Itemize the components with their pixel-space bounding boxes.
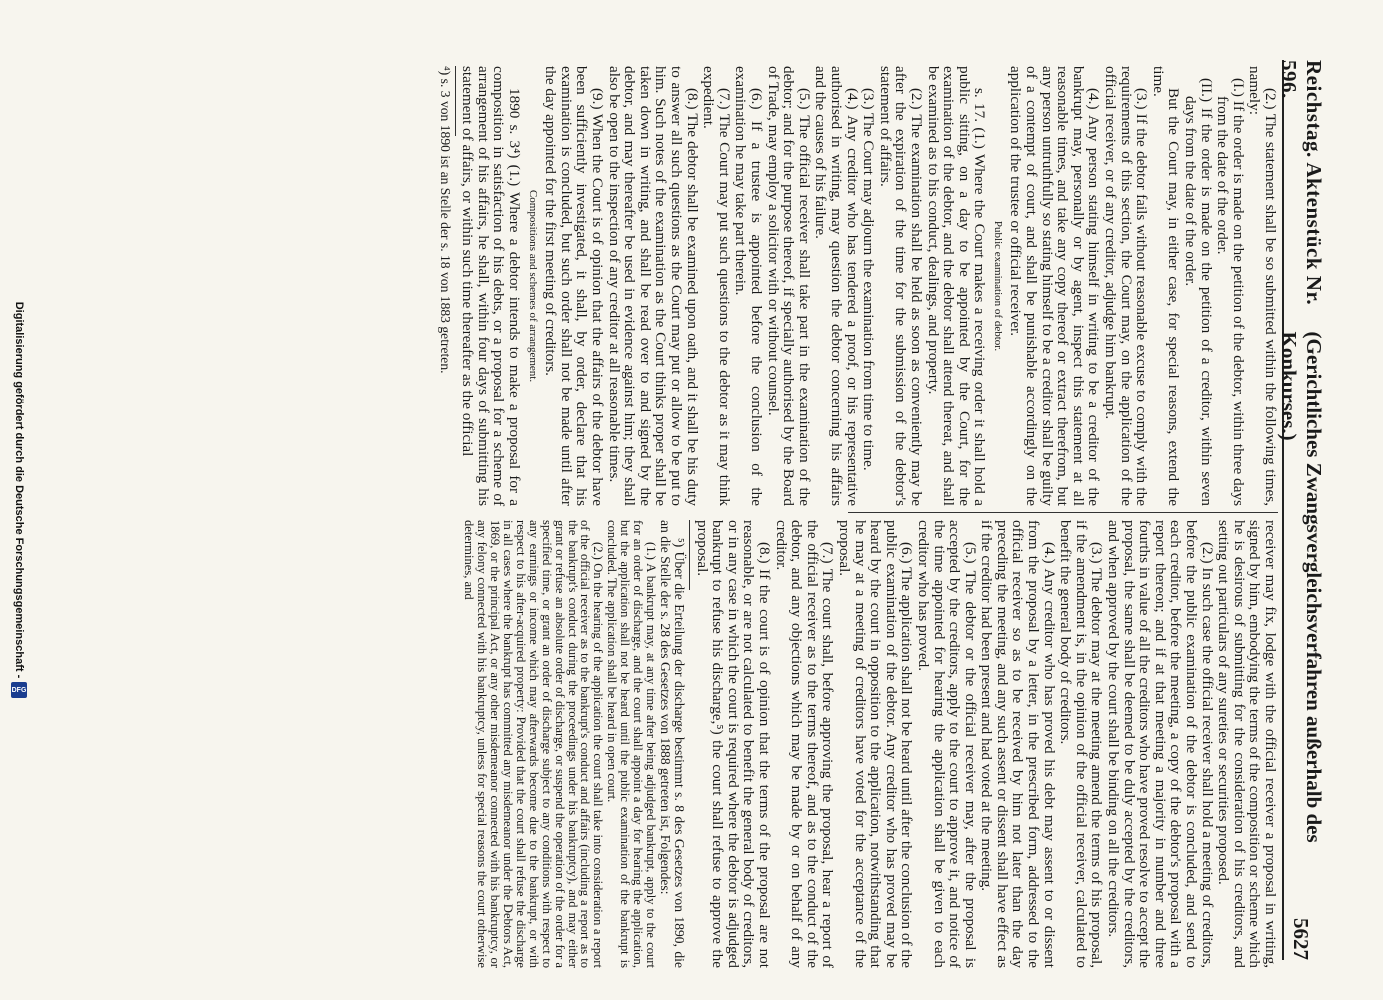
left-column [437,66,1278,506]
paragraph: (2.) In such case the official receiver shall hold a meeting of creditors, before the public examination of the debtor is concluded, and send to each creditor, before the meeting, a copy of the debtor's proposal with a report thereon; and if at that meeting a majority in number and three fourths in value of all the creditors who have proved resolve to accept the proposal, the same shall be deemed to be duly accepted by the creditors, and when approved by the court shall be binding on all the creditors. [1105,520,1216,968]
dfg-logo-icon: DFG [11,682,27,698]
paragraph: (I.) If the order is made on the petition of the debtor, within three days from the date of the order. [1214,78,1247,506]
column-divider [848,512,1278,513]
paragraph: (4.) Any creditor who has tendered a proof, or his representative authorised in writing, may question the debtor concerning his affairs and the causes of his failure. [812,66,861,506]
footer-text: Digitalisierung gefördert durch die Deutsche Forschungsgemeinschaft - [13,301,25,679]
footnote-paragraph: (1.) A bankrupt may, at any time after being adjudged bankrupt, apply to the court for an order of discharge, and the court shall appoint a day for hearing the application, but the application shall not be heard until the public examination of the bankrupt is concluded. The application shall be heard in open court. [605,520,659,968]
header-center: (Gerichtliches Zwangsvergleichsverfahren außerhalb des Konkurses.) [1277,331,1326,843]
paragraph: (6.) The application shall not be heard until after the conclusion of the public examination of the debtor. Any creditor who has proved may be heard by the court in opposition to the application, notwithstanding that he may at a meeting of creditors have voted for the acceptance of the proposal. [835,520,916,968]
section-caption: Compositions and schemes of arrangement. [526,189,539,383]
footnote: ⁴) s. 3 von 1890 ist an Stelle der s. 18 von 1883 getreten. [437,66,453,374]
paragraph: (4.) Any creditor who has proved his debt may assent to or dissent from the proposal by a letter, in the prescribed form, addressed to the official receiver so as to be received by him not later than the day preceding the meeting, and any such assent or dissent shall have effect as if the creditor had been present and had voted at the meeting. [978,520,1058,968]
page-number: 5627 [1289,918,1314,960]
paragraph: (4.) Any person stating himself in writing to be a creditor of the bankrupt may, personally or by agent, inspect this statement at all reasonable times, and take any copy thereof or extract therefrom, but any person untruthfully so stating himself to be a creditor shall be guilty of a contempt of court, and shall be punishable accordingly on the application of the trustee or official receiver. [1007,66,1103,506]
footnote-rule [689,520,690,590]
paragraph: (3.) If the debtor fails without reasonable excuse to comply with the requirements of this section, the Court may, on the application of the official receiver, or of any creditor, adjudge him bankrupt. [1102,66,1151,506]
paragraph: (2.) The statement shall be so submitted within the following times, namely: [1246,66,1279,506]
paragraph: (7.) The court shall, before approving the proposal, hear a report of the official receiver as to the terms thereof, and as to the conduct of the debtor, and any objections which may be made by or on behalf of any creditor. [772,520,837,968]
paragraph: (3.) The debtor may at the meeting amend the terms of his proposal, if the amendment is, in the opinion of the official receiver, calculated to benefit the general body of creditors. [1057,520,1106,968]
paragraph: (8.) If the court is of opinion that the terms of the proposal are not reasonable, or are not calculated to benefit the general body of creditors, or in any case in which the court is required where the debtor is adjudged bankrupt to refuse his discharge,⁵) the court shall refuse to approve the proposal. [693,520,773,968]
paragraph: 1890 s. 3⁴) (1.) Where a debtor intends to make a proposal for a composition in satisfaction of his debts, or a proposal for a scheme of arrangement of his affairs, he shall, within four days of submitting his statement of affairs, or within such time thereafter as the official [459,66,524,506]
paragraph: (5.) The official receiver shall take part in the examination of the debtor; and for the purpose thereof, if specially authorised by the Board of Trade, may employ a solicitor with or without counsel. [764,66,813,506]
paragraph: (3.) The Court may adjourn the examination from time to time. [860,88,878,471]
header-left: Reichstag. Aktenstück Nr. 596. [1277,60,1326,306]
paragraph: (8.) The debtor shall be examined upon oath, and it shall be his duty to answer all such questions as the Court may put or allow to be put to him. Such notes of the examination as the Court thinks proper shall be taken down in writing, and shall be read over to and signed by the debtor, and may thereafter be used in evidence against him; they shall also be open to the inspection of any creditor at all reasonable times. [605,66,701,506]
paragraph: (7.) The Court may put such questions to the debtor as it may think expedient. [700,66,733,506]
paragraph: s. 17. (1.) Where the Court makes a receiving order it shall hold a public sitting, on a day to be appointed by the Court, for the examination of the debtor, and the debtor shall attend thereat, and shall be examined as to his conduct, dealings, and property. [924,66,989,506]
right-column [461,520,1278,968]
paragraph: receiver may fix, lodge with the official receiver a proposal in writing, signed by him, embodying the terms of the composition or scheme which he is desirous of submitting for the consideration of his creditors, and setting out particulars of any sureties or securities proposed. [1215,520,1279,968]
paragraph: (II.) If the order is made on the petition of a creditor, within seven days from the date of the order. [1182,78,1215,506]
paragraph: (2.) The examination shall be held as soon as conveniently may be after the expiration of the time for the submission of the debtor's statement of affairs. [876,66,925,506]
paragraph: (5.) The debtor or the official receiver may, after the proposal is accepted by the creditors, apply to the court to approve it, and notice of the time appointed for hearing the application shall be given to each creditor who has proved. [914,520,979,968]
paragraph: (6.) If a trustee is appointed before the conclusion of the examination he may take part therein. [732,66,765,506]
paragraph: But the Court may, in either case, for special reasons, extend the time. [1149,66,1183,506]
paragraph: (9.) When the Court is of opinion that the affairs of the debtor have been sufficiently investigated, it shall, by order, declare that his examination is concluded, but such order shall not be made until after the day appointed for the first meeting of creditors. [542,66,607,506]
footnote-intro: ⁵) Über die Erteilung der discharge bestimmt s. 8 des Gesetzes von 1890, die an die Stelle der s. 28 des Gesetzes von 1888 getreten ist, Folgendes: [658,520,688,968]
footnote-rule [455,66,456,136]
digitization-footer [8,0,30,1000]
section-caption: Public examination of debtor. [991,220,1004,352]
page-header [1277,60,1326,960]
footnote-paragraph: (2.) On the hearing of the application the court shall take into consideration a report of the official receiver as to the bankrupt's conduct and affairs (including a report as to the bankrupt's conduct during the proceedings under his bankruptcy), and may either grant or refuse an absolute order of discharge, or suspend the operation of the order for a specified time, or grant an order of discharge subject to any conditions with respect to any earnings or income which may afterwards become due to the bankrupt, or with respect to his after-acquired property: Provided that the court shall refuse the discharge in all cases where the bankrupt has committed any misdemeanor under the Debtors Act, 1869, or the principal Act, or any other misdemeanor connected with his bankruptcy, or any felony connected with his bankruptcy, unless for special reasons the court otherwise determines, and [462,520,606,968]
